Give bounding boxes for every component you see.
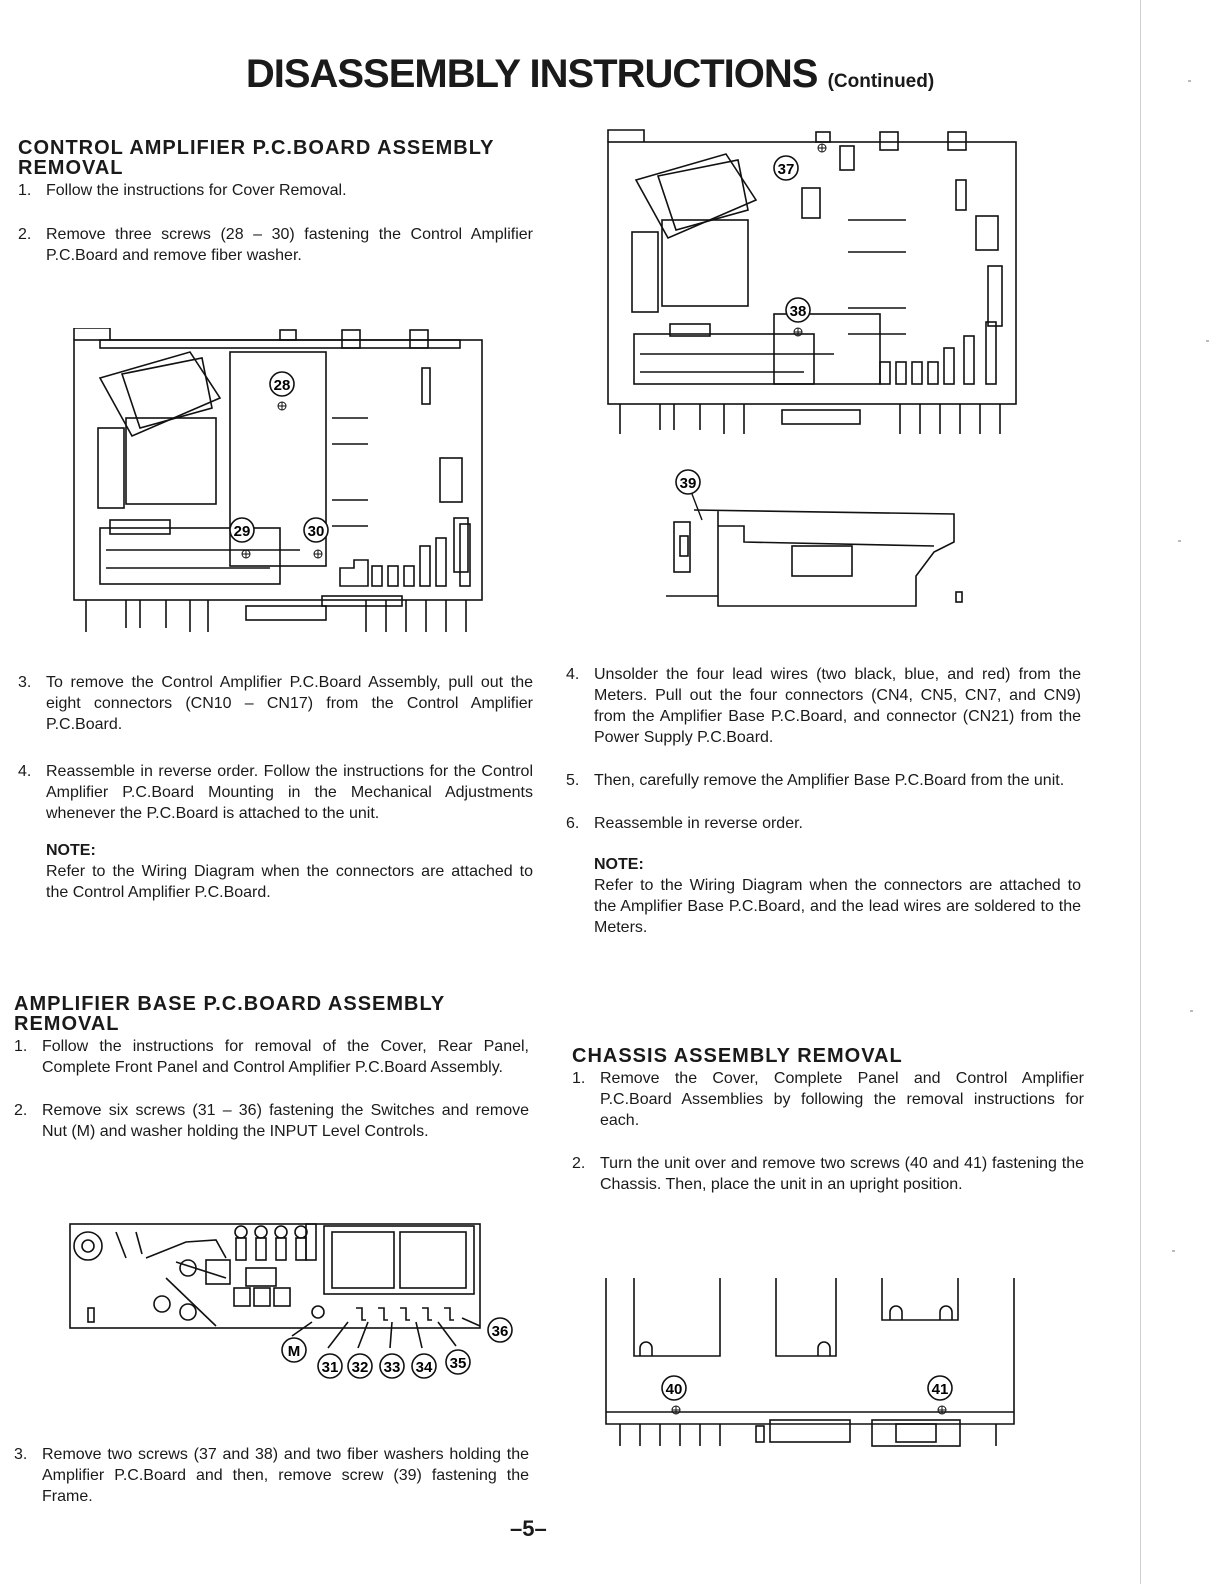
amp-base-step-6 <box>566 813 1081 834</box>
step-number: 4. <box>566 666 580 683</box>
svg-text:41: 41 <box>931 1381 949 1398</box>
amp-base-section <box>14 994 554 1142</box>
control-amp-heading: CONTROL AMPLIFIER P.C.BOARD ASSEMBLY REMOVAL <box>18 137 495 179</box>
page-number: –5– <box>510 1516 547 1541</box>
step-number: 3. <box>18 674 32 691</box>
note-text: Refer to the Wiring Diagram when the connectors are attached to the Amplifier Base P.C.Board, and the lead wires are soldered to the Meters. <box>594 877 1081 936</box>
step-text: To remove the Control Amplifier P.C.Board Assembly, pull out the eight connectors (CN10 – CN17) from the Control Amplifier P.C.Board. <box>46 674 533 733</box>
step-text: Follow the instructions for Cover Removal. <box>46 182 347 199</box>
step-number: 2. <box>572 1155 586 1172</box>
step-text: Follow the instructions for removal of the Cover, Rear Panel, Complete Front Panel and Control Amplifier P.C.Board Assembly. <box>42 1038 529 1076</box>
amp-base-note <box>594 854 1081 938</box>
step-number: 5. <box>566 772 580 789</box>
svg-text:30: 30 <box>307 523 325 540</box>
callout-30 <box>304 518 328 558</box>
callout-39 <box>676 470 702 520</box>
svg-text:35: 35 <box>449 1355 467 1372</box>
callout-M <box>282 1338 306 1362</box>
step-text: Turn the unit over and remove two screws (40 and 41) fastening the Chassis. Then, place the unit in an upright position. <box>600 1155 1084 1193</box>
callout-33 <box>380 1354 404 1378</box>
step-number: 4. <box>18 763 32 780</box>
step-text: Then, carefully remove the Amplifier Base P.C.Board from the unit. <box>594 772 1065 789</box>
svg-text:32: 32 <box>351 1359 369 1376</box>
scan-speck <box>1172 1250 1175 1252</box>
amp-base-step-1 <box>14 1036 529 1078</box>
step-text: Remove six screws (31 – 36) fastening the Switches and remove Nut (M) and washer holding the INPUT Level Controls. <box>42 1102 529 1140</box>
note-label: NOTE: <box>594 856 644 873</box>
svg-text:38: 38 <box>789 303 807 320</box>
chassis-section <box>572 1046 1084 1195</box>
front-panel-figure <box>66 1218 526 1388</box>
amp-base-top-view-figure <box>604 128 1024 438</box>
page-title-main: DISASSEMBLY INSTRUCTIONS <box>245 52 818 96</box>
control-amp-step-2 <box>18 224 533 266</box>
step-number: 2. <box>14 1102 28 1119</box>
scan-speck <box>1188 80 1191 82</box>
control-amp-section <box>18 138 533 266</box>
callout-32 <box>348 1354 372 1378</box>
callout-38 <box>786 298 810 336</box>
step-text: Reassemble in reverse order. <box>594 815 803 832</box>
step-number: 1. <box>572 1070 586 1087</box>
amp-base-step-5 <box>566 770 1081 791</box>
binding-margin-rule <box>1140 0 1141 1584</box>
step-text: Remove two screws (37 and 38) and two fiber washers holding the Amplifier P.C.Board and then, remove screw (39) fastening the Frame. <box>42 1446 529 1505</box>
chassis-figure <box>600 1274 1020 1454</box>
step-text: Remove the Cover, Complete Panel and Control Amplifier P.C.Board Assemblies by following the removal instructions for each. <box>600 1070 1084 1129</box>
scan-speck <box>1206 340 1209 342</box>
callout-28 <box>270 372 294 410</box>
step-number: 1. <box>14 1038 28 1055</box>
svg-text:28: 28 <box>273 377 291 394</box>
svg-text:31: 31 <box>321 1359 339 1376</box>
control-amp-top-view-figure <box>70 328 490 638</box>
amp-base-step-2 <box>14 1100 529 1142</box>
frame-side-view-figure <box>664 466 974 626</box>
note-label: NOTE: <box>46 842 96 859</box>
control-amp-step-1 <box>18 180 533 201</box>
note-text: Refer to the Wiring Diagram when the connectors are attached to the Control Amplifier P.C.Board. <box>46 863 533 901</box>
svg-text:39: 39 <box>679 475 697 492</box>
control-amp-step-3 <box>18 672 533 735</box>
chassis-heading: CHASSIS ASSEMBLY REMOVAL <box>572 1045 903 1067</box>
chassis-step-2 <box>572 1153 1084 1195</box>
page-title-suffix: (Continued) <box>827 71 935 92</box>
step-number: 3. <box>14 1446 28 1463</box>
svg-text:34: 34 <box>415 1359 433 1376</box>
page-title <box>0 52 1180 97</box>
callout-29 <box>230 518 254 558</box>
control-amp-note <box>46 840 533 903</box>
step-number: 2. <box>18 226 32 243</box>
callout-41 <box>928 1376 952 1414</box>
svg-text:37: 37 <box>777 161 795 178</box>
amp-base-heading: AMPLIFIER BASE P.C.BOARD ASSEMBLY REMOVAL <box>14 993 445 1035</box>
scan-speck <box>1190 1010 1193 1012</box>
svg-text:33: 33 <box>383 1359 401 1376</box>
step-number: 1. <box>18 182 32 199</box>
svg-text:36: 36 <box>491 1323 509 1340</box>
amp-base-step-3-block <box>14 1444 529 1507</box>
step-number: 6. <box>566 815 580 832</box>
svg-text:29: 29 <box>233 523 251 540</box>
control-amp-section-continued <box>18 672 533 903</box>
callout-36 <box>488 1318 512 1342</box>
callout-34 <box>412 1354 436 1378</box>
step-text: Reassemble in reverse order. Follow the instructions for the Control Amplifier P.C.Board Mounting in the Mechanical Adjustments whenever the P.C.Board is attached to the unit. <box>46 763 533 822</box>
callout-37 <box>774 144 826 180</box>
chassis-step-1 <box>572 1068 1084 1131</box>
svg-text:M: M <box>287 1343 301 1360</box>
amp-base-step-3 <box>14 1444 529 1507</box>
amp-base-step-4 <box>566 664 1081 748</box>
step-text: Unsolder the four lead wires (two black, blue, and red) from the Meters. Pull out the four connectors (CN4, CN5, CN7, and CN9) from the Amplifier Base P.C.Board, and connector (CN21) from the Power Supply P.C.Board. <box>594 666 1081 746</box>
scan-speck <box>1178 540 1181 542</box>
svg-text:40: 40 <box>665 1381 683 1398</box>
callout-35 <box>446 1350 470 1374</box>
callout-40 <box>662 1376 686 1414</box>
control-amp-step-4 <box>18 761 533 824</box>
amp-base-section-continued <box>566 664 1081 938</box>
step-text: Remove three screws (28 – 30) fastening the Control Amplifier P.C.Board and remove fiber washer. <box>46 226 533 264</box>
callout-31 <box>318 1354 342 1378</box>
